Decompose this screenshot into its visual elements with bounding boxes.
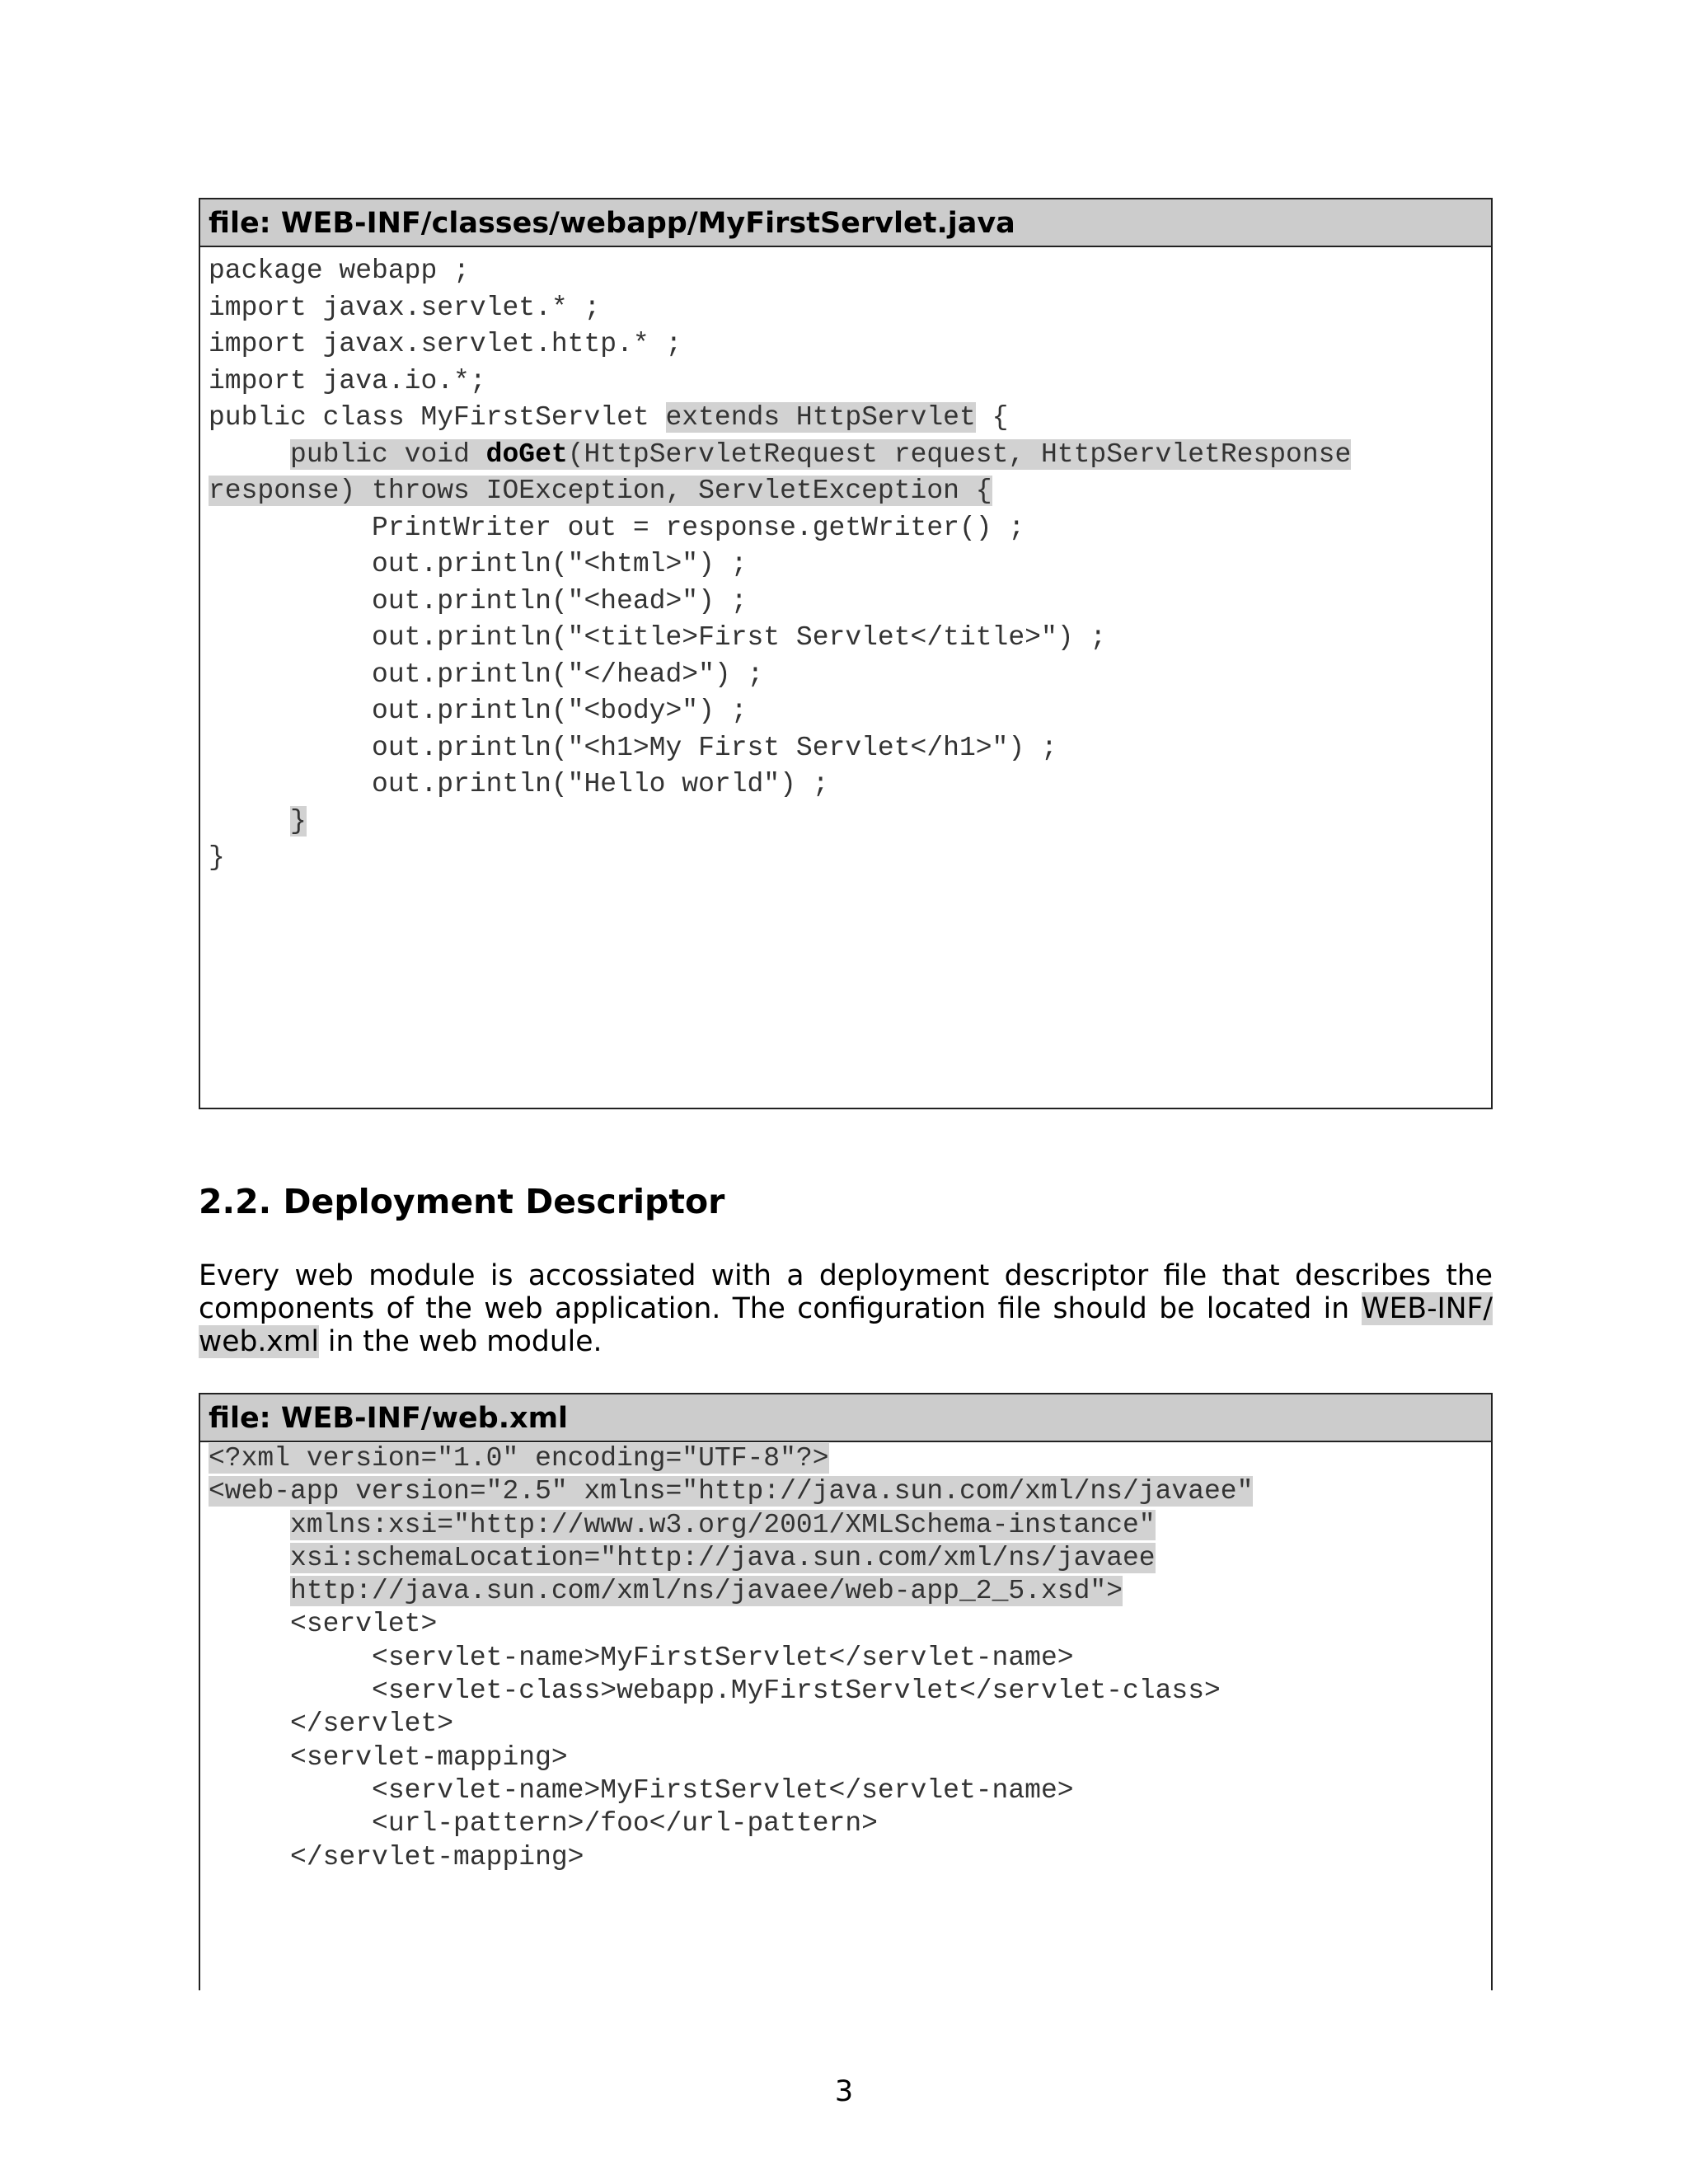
code-line <box>209 1575 1491 1608</box>
code-line: <servlet> <box>209 1609 438 1640</box>
paragraph-text: Every web module is accossiated with a deployment descriptor file that describes the components of the web application. The configuration file should be located in <box>199 1259 1493 1325</box>
code-line: </servlet-mapping> <box>209 1841 584 1872</box>
highlighted-path: WEB-INF/ web.xml <box>199 1292 1493 1358</box>
highlighted-code: } <box>290 805 307 837</box>
code-line <box>209 1542 1491 1575</box>
code-line: <url-pattern>/foo</url-pattern> <box>209 1808 878 1840</box>
section-paragraph <box>199 1259 1493 1358</box>
code-line: out.println("<h1>My First Servlet</h1>") ; <box>209 732 1057 763</box>
code-block <box>200 1442 1491 1874</box>
code-line: out.println("<title>First Servlet</title>") ; <box>209 622 1107 653</box>
code-line <box>209 1475 1491 1508</box>
code-line: </servlet> <box>209 1708 454 1740</box>
page-number: 3 <box>834 2075 854 2108</box>
code-line: out.println("<head>") ; <box>209 585 748 616</box>
code-indent <box>209 1510 290 1540</box>
code-indent <box>209 1543 290 1573</box>
highlighted-code: xmlns:xsi="http://www.w3.org/2001/XMLSchema-instance" <box>290 1509 1156 1540</box>
code-line: import java.io.*; <box>209 365 486 396</box>
section-heading: 2.2. Deployment Descriptor <box>199 1182 725 1221</box>
highlighted-code: <?xml version="1.0" encoding="UTF-8"?> <box>209 1443 829 1474</box>
highlighted-code: <web-app version="2.5" xmlns="http://java.sun.com/xml/ns/javaee" <box>209 1476 1254 1507</box>
code-line <box>209 804 1491 841</box>
method-name: doGet <box>485 438 568 470</box>
code-box-web-xml <box>199 1393 1493 1990</box>
code-text: public void <box>290 438 486 470</box>
code-line: out.println("Hello world") ; <box>209 769 829 799</box>
highlighted-code: http://java.sun.com/xml/ns/javaee/web-app_2_5.xsd"> <box>290 1576 1123 1607</box>
code-indent <box>209 1576 290 1606</box>
code-line: out.println("<body>") ; <box>209 696 748 726</box>
code-line: import javax.servlet.http.* ; <box>209 329 682 359</box>
code-indent <box>209 439 290 470</box>
highlighted-code: xsi:schemaLocation="http://java.sun.com/xml/ns/javaee <box>290 1542 1156 1573</box>
code-line <box>209 400 1491 437</box>
code-text: public class MyFirstServlet <box>209 402 666 433</box>
paragraph-text: in the web module. <box>318 1325 603 1358</box>
code-line <box>209 1442 1491 1475</box>
code-line: out.println("<html>") ; <box>209 549 748 579</box>
code-line: <servlet-name>MyFirstServlet</servlet-name> <box>209 1642 1074 1673</box>
code-line: package webapp ; <box>209 255 470 286</box>
code-line <box>209 1509 1491 1542</box>
file-header: file: WEB-INF/web.xml <box>200 1394 1491 1442</box>
code-line <box>209 473 1491 510</box>
file-header: file: WEB-INF/classes/webapp/MyFirstServlet.java <box>200 199 1491 247</box>
highlighted-code: extends HttpServlet <box>665 402 976 433</box>
code-text: { <box>975 402 1009 433</box>
code-line: <servlet-class>webapp.MyFirstServlet</servlet-class> <box>209 1675 1221 1707</box>
code-line: out.println("</head>") ; <box>209 658 764 690</box>
code-line <box>209 437 1491 474</box>
highlighted-code <box>290 439 1351 470</box>
highlighted-code: response) throws IOException, ServletException { <box>209 476 992 506</box>
code-box-servlet-java <box>199 198 1493 1109</box>
code-line: import javax.servlet.* ; <box>209 292 601 323</box>
code-block <box>200 247 1491 877</box>
code-line: PrintWriter out = response.getWriter() ; <box>209 512 1025 543</box>
code-text: (HttpServletRequest request, HttpServletResponse <box>567 438 1352 470</box>
code-indent <box>209 806 290 837</box>
code-line: <servlet-mapping> <box>209 1741 568 1773</box>
code-line: <servlet-name>MyFirstServlet</servlet-name> <box>209 1774 1074 1806</box>
code-line: } <box>209 842 225 873</box>
